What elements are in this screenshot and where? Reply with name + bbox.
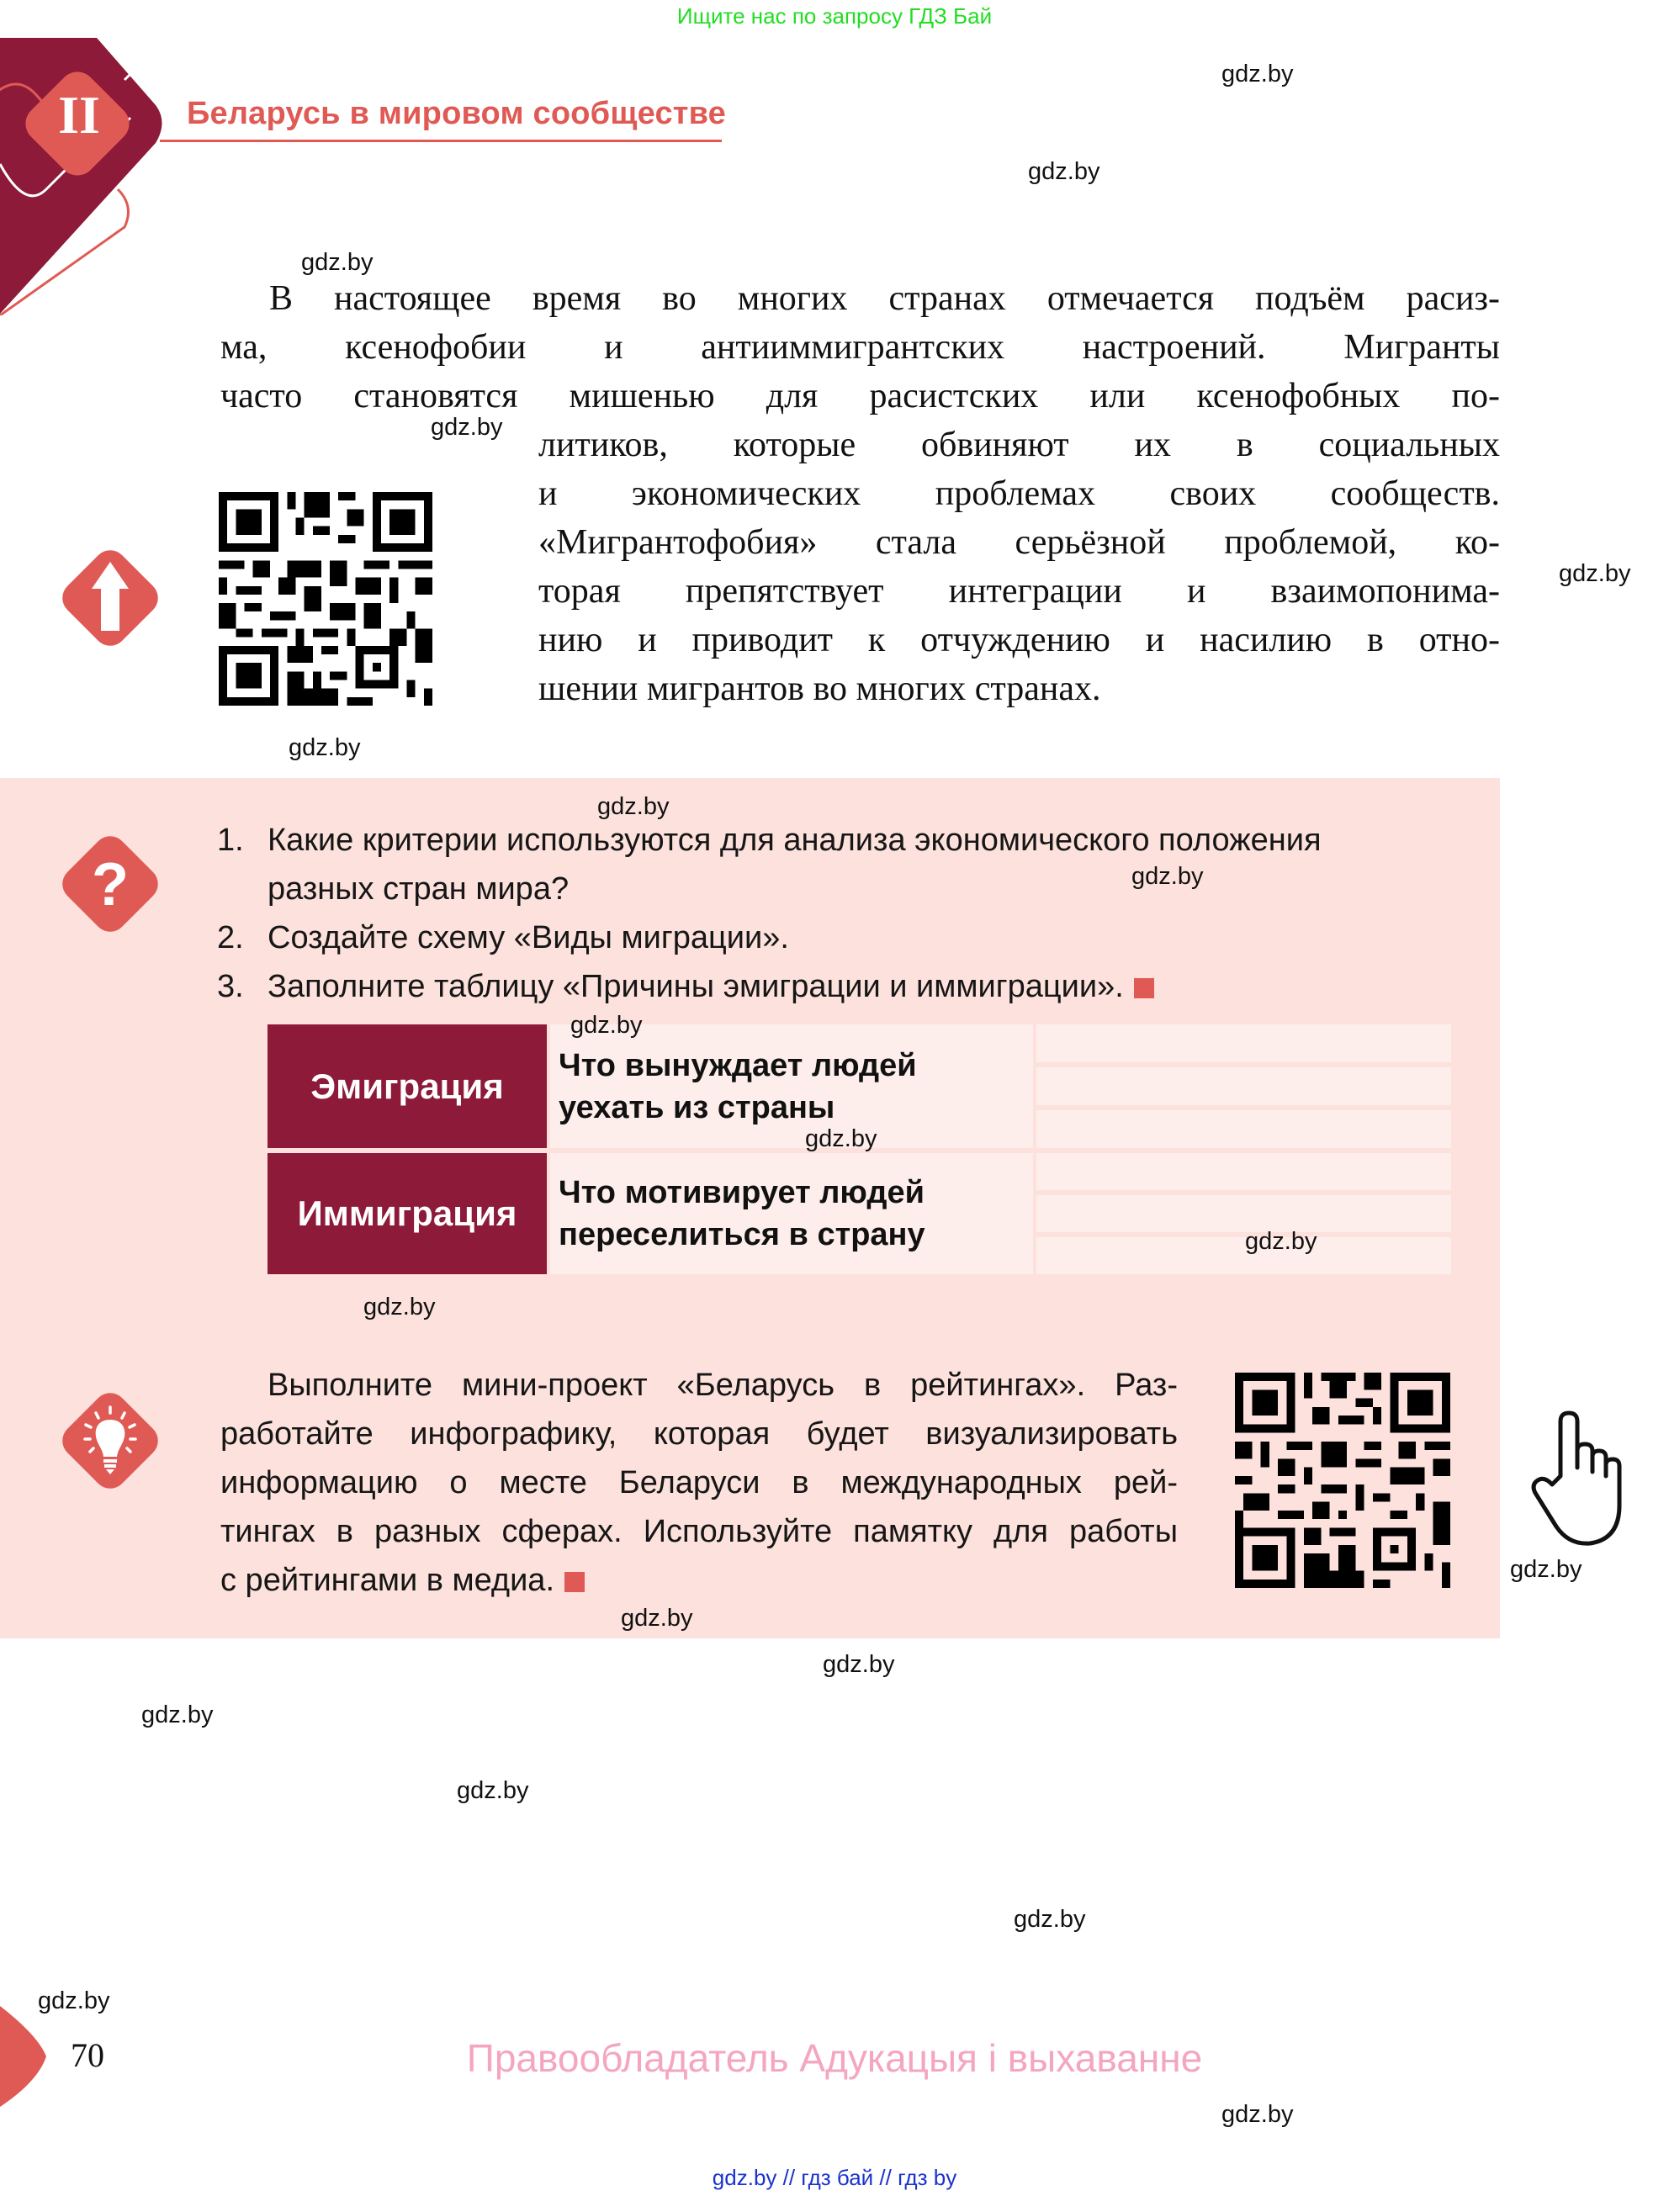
qr-code[interactable] bbox=[1235, 1373, 1450, 1588]
chapter-badge bbox=[0, 38, 202, 315]
up-arrow-icon bbox=[49, 537, 172, 659]
paragraph-line: В настоящее время во многих странах отмечается подъём расиз- bbox=[269, 279, 1500, 318]
question-number: 3. bbox=[217, 969, 244, 1004]
table-question-cell bbox=[550, 1024, 1033, 1148]
question-number: 1. bbox=[217, 823, 244, 858]
paragraph-line: шении мигрантов во многих странах. bbox=[538, 669, 1101, 708]
chapter-title: Беларусь в мировом сообществе bbox=[187, 96, 726, 131]
table-row-header: Эмиграция bbox=[268, 1024, 547, 1148]
watermark: gdz.by bbox=[363, 1294, 436, 1320]
question-icon bbox=[49, 823, 172, 945]
paragraph-line: ма, ксенофобии и антииммигрантских настроений. Мигранты bbox=[220, 328, 1500, 367]
watermark: gdz.by bbox=[1559, 560, 1631, 587]
question-line: переселиться в страну bbox=[559, 1217, 925, 1252]
mini-project-line-content: с рейтингами в медиа. bbox=[220, 1563, 554, 1598]
mini-project-line: информацию о месте Беларуси в международных рей- bbox=[220, 1465, 1178, 1500]
question-text bbox=[268, 962, 1154, 1011]
mini-project-line bbox=[220, 1556, 585, 1605]
watermark: gdz.by bbox=[1014, 1906, 1086, 1933]
paragraph-line: литиков, которые обвиняют их в социальных bbox=[538, 426, 1500, 464]
question-line: Что вынуждает людей bbox=[559, 1047, 917, 1083]
watermark: gdz.by bbox=[38, 1987, 110, 2014]
table-row-header: Иммиграция bbox=[268, 1153, 547, 1274]
paragraph-line: и экономических проблемах своих сообществ. bbox=[538, 474, 1500, 513]
end-marker-icon bbox=[564, 1572, 585, 1592]
watermark: gdz.by bbox=[1221, 61, 1294, 87]
question-text: разных стран мира? bbox=[268, 871, 570, 907]
watermark: gdz.by bbox=[621, 1605, 693, 1632]
table-question-cell bbox=[550, 1153, 1033, 1274]
watermark: gdz.by bbox=[1028, 158, 1100, 185]
paragraph-line: часто становятся мишенью для расистских или ксенофобных по- bbox=[220, 377, 1500, 415]
paragraph-line: «Мигрантофобия» стала серьёзной проблемой, ко- bbox=[538, 523, 1500, 562]
paragraph-line: нию и приводит к отчуждению и насилию в отно- bbox=[538, 621, 1500, 659]
chapter-number: II bbox=[58, 85, 100, 145]
pointing-hand-icon bbox=[1514, 1405, 1640, 1548]
page-number: 70 bbox=[71, 2036, 104, 2074]
watermark: gdz.by bbox=[570, 1012, 643, 1039]
search-banner: Ищите нас по запросу ГДЗ Бай bbox=[676, 3, 993, 29]
watermark: gdz.by bbox=[597, 793, 670, 820]
answer-line[interactable] bbox=[1036, 1110, 1451, 1148]
watermark: gdz.by bbox=[301, 249, 374, 276]
answer-line[interactable] bbox=[1036, 1237, 1451, 1274]
watermark: gdz.by bbox=[457, 1777, 529, 1804]
svg-text:?: ? bbox=[92, 851, 129, 918]
watermark: gdz.by bbox=[289, 734, 361, 761]
watermark: gdz.by bbox=[823, 1651, 895, 1678]
question-line: уехать из страны bbox=[559, 1089, 835, 1125]
lightbulb-icon bbox=[49, 1379, 172, 1502]
end-marker-icon bbox=[1134, 978, 1154, 998]
watermark: gdz.by bbox=[1221, 2101, 1294, 2128]
mini-project-line: Выполните мини-проект «Беларусь в рейтингах». Раз- bbox=[268, 1368, 1178, 1403]
answer-line[interactable] bbox=[1036, 1024, 1451, 1062]
watermark: gdz.by bbox=[141, 1701, 214, 1728]
question-line: Что мотивирует людей bbox=[559, 1175, 925, 1210]
paragraph-line: торая препятствует интеграции и взаимопонима- bbox=[538, 572, 1500, 611]
watermark: gdz.by bbox=[1245, 1228, 1317, 1255]
answer-line[interactable] bbox=[1036, 1153, 1451, 1190]
question-text: Какие критерии используются для анализа экономического положения bbox=[268, 823, 1322, 858]
question-number: 2. bbox=[217, 920, 244, 955]
watermark: gdz.by bbox=[1131, 863, 1204, 890]
mini-project-line: тингах в разных сферах. Используйте памятку для работы bbox=[220, 1514, 1178, 1549]
question-text: Создайте схему «Виды миграции». bbox=[268, 920, 789, 955]
watermark: gdz.by bbox=[431, 414, 503, 441]
footer-links[interactable]: gdz.by // гдз бай // гдз by bbox=[712, 2165, 957, 2190]
qr-code[interactable] bbox=[219, 492, 432, 706]
answer-line[interactable] bbox=[1036, 1195, 1451, 1232]
watermark: gdz.by bbox=[805, 1125, 877, 1152]
watermark: gdz.by bbox=[1510, 1556, 1582, 1583]
answer-line[interactable] bbox=[1036, 1067, 1451, 1105]
mini-project-line: работайте инфографику, которая будет визуализировать bbox=[220, 1416, 1178, 1452]
rights-holder: Правообладатель Адукацыя і выхаванне bbox=[466, 2036, 1203, 2080]
question-text-content: Заполните таблицу «Причины эмиграции и иммиграции». bbox=[268, 969, 1124, 1004]
chapter-underline bbox=[160, 140, 722, 142]
